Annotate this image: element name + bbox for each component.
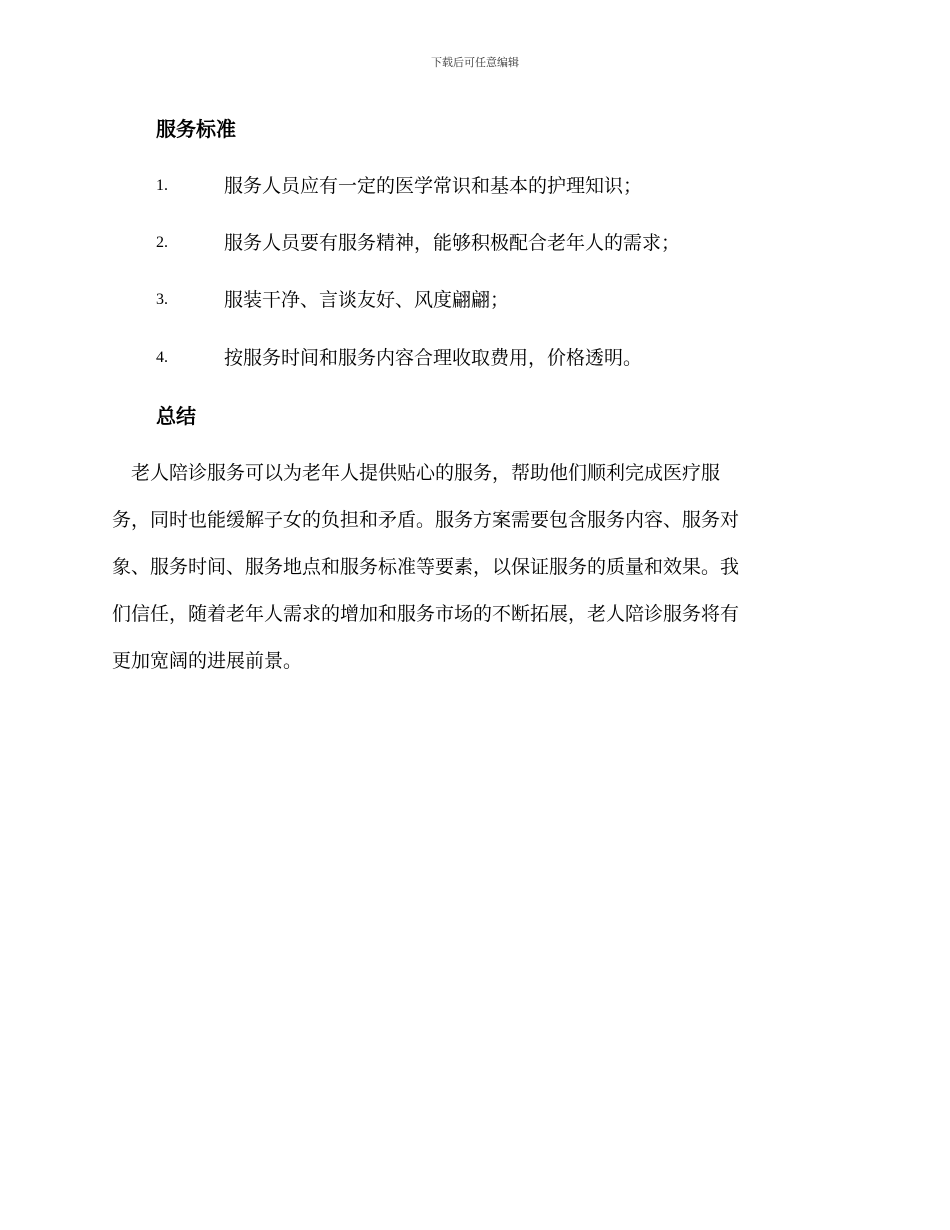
list-item-text: 服装干净、言谈友好、风度翩翩； — [224, 289, 510, 311]
summary-paragraph — [112, 459, 832, 694]
paragraph-line: 象、服务时间、服务地点和服务标准等要素，以保证服务的质量和效果。我 — [112, 556, 740, 578]
section-heading-standards: 服务标准 — [156, 117, 236, 141]
paragraph-line: 务，同时也能缓解子女的负担和矛盾。服务方案需要包含服务内容、服务对 — [112, 509, 740, 531]
list-item-text: 服务人员要有服务精神，能够积极配合老年人的需求； — [224, 232, 681, 254]
list-item-number: 2. — [156, 234, 168, 251]
list-item-number: 4. — [156, 349, 168, 366]
list-item-number: 1. — [156, 177, 168, 194]
list-item-number: 3. — [156, 291, 168, 308]
section-heading-summary: 总结 — [156, 404, 196, 428]
paragraph-line: 老人陪诊服务可以为老年人提供贴心的服务，帮助他们顺利完成医疗服 — [112, 462, 721, 484]
list-item-text: 按服务时间和服务内容合理收取费用，价格透明。 — [224, 347, 643, 369]
paragraph-line: 更加宽阔的进展前景。 — [112, 650, 303, 672]
paragraph-line: 们信任，随着老年人需求的增加和服务市场的不断拓展，老人陪诊服务将有 — [112, 603, 740, 625]
list-item-text: 服务人员应有一定的医学常识和基本的护理知识； — [224, 175, 643, 197]
page-header-note: 下载后可任意编辑 — [431, 56, 519, 69]
